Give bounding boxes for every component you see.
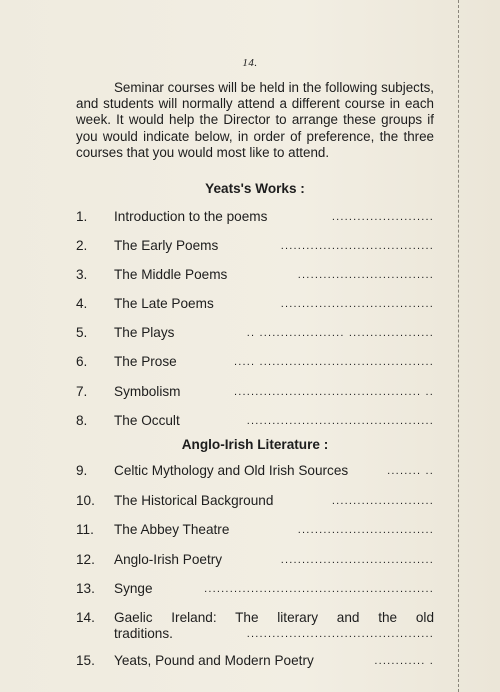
- list-item: [76, 238, 434, 254]
- list-item: [76, 384, 434, 400]
- item-leader-dots: ............................................: [246, 628, 434, 640]
- item-leader-dots: ................................: [297, 269, 434, 281]
- item-number: 9.: [76, 463, 88, 478]
- item-leader-dots: ............................................ ..: [233, 386, 434, 398]
- item-label: Introduction to the poems: [114, 209, 268, 224]
- item-number: 1.: [76, 209, 88, 224]
- item-leader-dots: ......................................................: [204, 583, 434, 595]
- list-item: [76, 522, 434, 538]
- list-item: [76, 325, 434, 341]
- item-label: The Middle Poems: [114, 267, 228, 282]
- item-label: Anglo-Irish Poetry: [114, 552, 223, 567]
- item-number: 5.: [76, 325, 88, 340]
- list-item: [76, 610, 434, 642]
- item-first-line: [76, 610, 434, 626]
- item-number: 10.: [76, 493, 95, 508]
- item-leader-dots: ..... .........................................: [233, 356, 434, 368]
- item-number: 13.: [76, 581, 95, 596]
- item-label: Yeats, Pound and Modern Poetry: [114, 653, 314, 668]
- item-number: 14.: [76, 610, 95, 625]
- item-label: Synge: [114, 581, 153, 596]
- list-item: [76, 354, 434, 370]
- intro-paragraph: Seminar courses will be held in the following subjects, and students will normally attend a different course in each week. It would help the Director to arrange these groups if you would indicate below, in order of preference, the three courses that you would most like to attend.: [76, 80, 434, 160]
- item-label: Gaelic Ireland: The literary and the old: [114, 610, 434, 625]
- perforation-line: [458, 0, 459, 692]
- item-leader-dots: .. .................... ....................: [246, 327, 434, 339]
- list-item: [76, 463, 434, 479]
- item-number: 11.: [76, 522, 94, 537]
- item-label: The Abbey Theatre: [114, 522, 230, 537]
- item-number: 6.: [76, 354, 88, 369]
- item-second-line: [76, 626, 434, 642]
- list-item: [76, 552, 434, 568]
- item-leader-dots: ....................................: [280, 554, 434, 566]
- list-item: [76, 267, 434, 283]
- item-label: The Plays: [114, 325, 175, 340]
- item-label: The Prose: [114, 354, 177, 369]
- list-item: [76, 581, 434, 597]
- item-label: The Occult: [114, 413, 180, 428]
- list-item: [76, 493, 434, 509]
- item-number: 2.: [76, 238, 88, 253]
- item-leader-dots: ........ ..: [387, 465, 434, 477]
- item-number: 8.: [76, 413, 88, 428]
- list-item: [76, 653, 434, 669]
- item-label-continued: traditions.: [114, 626, 173, 641]
- list-item: [76, 413, 434, 429]
- item-number: 15.: [76, 653, 95, 668]
- item-label: The Historical Background: [114, 493, 274, 508]
- item-label: The Late Poems: [114, 296, 214, 311]
- item-leader-dots: ................................: [297, 524, 434, 536]
- item-number: 7.: [76, 384, 88, 399]
- item-number: 3.: [76, 267, 88, 282]
- section-heading-anglo-irish-literature: Anglo-Irish Literature :: [181, 437, 329, 452]
- item-leader-dots: ............ .: [374, 655, 434, 667]
- item-leader-dots: ........................: [331, 495, 434, 507]
- page-number: 14.: [242, 57, 258, 69]
- item-label: Celtic Mythology and Old Irish Sources: [114, 463, 349, 478]
- section-heading-yeats-works: Yeats's Works :: [205, 181, 305, 196]
- item-number: 4.: [76, 296, 88, 311]
- item-leader-dots: ............................................: [246, 415, 434, 427]
- item-leader-dots: ....................................: [280, 298, 434, 310]
- item-number: 12.: [76, 552, 95, 567]
- item-label: Symbolism: [114, 384, 181, 399]
- item-label: The Early Poems: [114, 238, 219, 253]
- list-item: [76, 296, 434, 312]
- list-item: [76, 209, 434, 225]
- item-leader-dots: ....................................: [280, 240, 434, 252]
- item-leader-dots: ........................: [331, 211, 434, 223]
